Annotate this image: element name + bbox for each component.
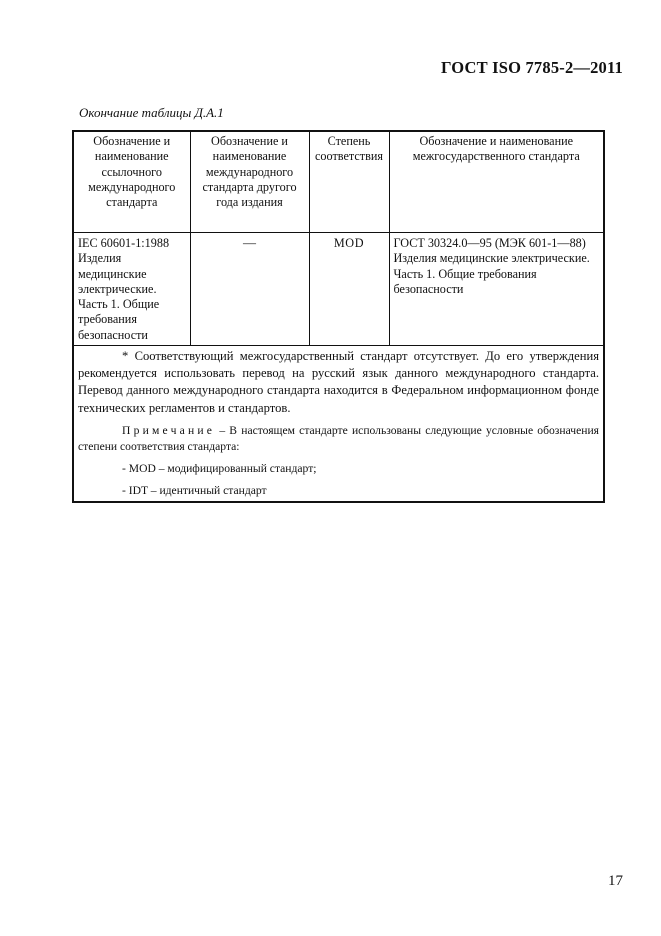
header-degree-of-correspondence: Степень соответствия (309, 131, 389, 233)
table-header-row (73, 131, 604, 233)
header-other-year-standard: Обозначение и наименование международного стандарта другого года издания (190, 131, 309, 233)
legend-item-mod: - MOD – модифицированный стандарт; (122, 461, 317, 475)
correspondence-table (72, 130, 605, 503)
note-text: – В настоящем стандарте использованы следующие условные обозначения степени соответствия стандарта: (78, 423, 599, 453)
legend-item-idt: - IDT – идентичный стандарт (122, 483, 267, 497)
cell-interstate-standard: ГОСТ 30324.0—95 (МЭК 601-1—88) Изделия медицинские электрические. Часть 1. Общие требования безопасности (389, 233, 604, 346)
footnote-text: * Соответствующий межгосударственный стандарт отсутствует. До его утверждения рекомендуется использовать перевод на русский язык данного международного стандарта. Перевод данного международного стандарта находится в Федеральном информационном фонде технических регламентов и стандартов. (78, 349, 599, 415)
page-number: 17 (608, 873, 623, 889)
table-footer-row (73, 346, 604, 502)
cell-reference-standard: IEC 60601-1:1988 Изделия медицинские электрические. Часть 1. Общие требования безопасности (73, 233, 190, 346)
note-label: Примечание (122, 423, 216, 437)
table-footer-notes (73, 346, 604, 502)
cell-degree: MOD (309, 233, 389, 346)
note-paragraph (78, 423, 599, 455)
table-caption: Окончание таблицы Д.А.1 (79, 105, 224, 120)
header-reference-standard: Обозначение и наименование ссылочного международного стандарта (73, 131, 190, 233)
cell-other-year-standard: — (190, 233, 309, 346)
header-interstate-standard: Обозначение и наименование межгосударственного стандарта (389, 131, 604, 233)
table-row (73, 233, 604, 346)
document-standard-code: ГОСТ ISO 7785-2—2011 (440, 58, 623, 77)
